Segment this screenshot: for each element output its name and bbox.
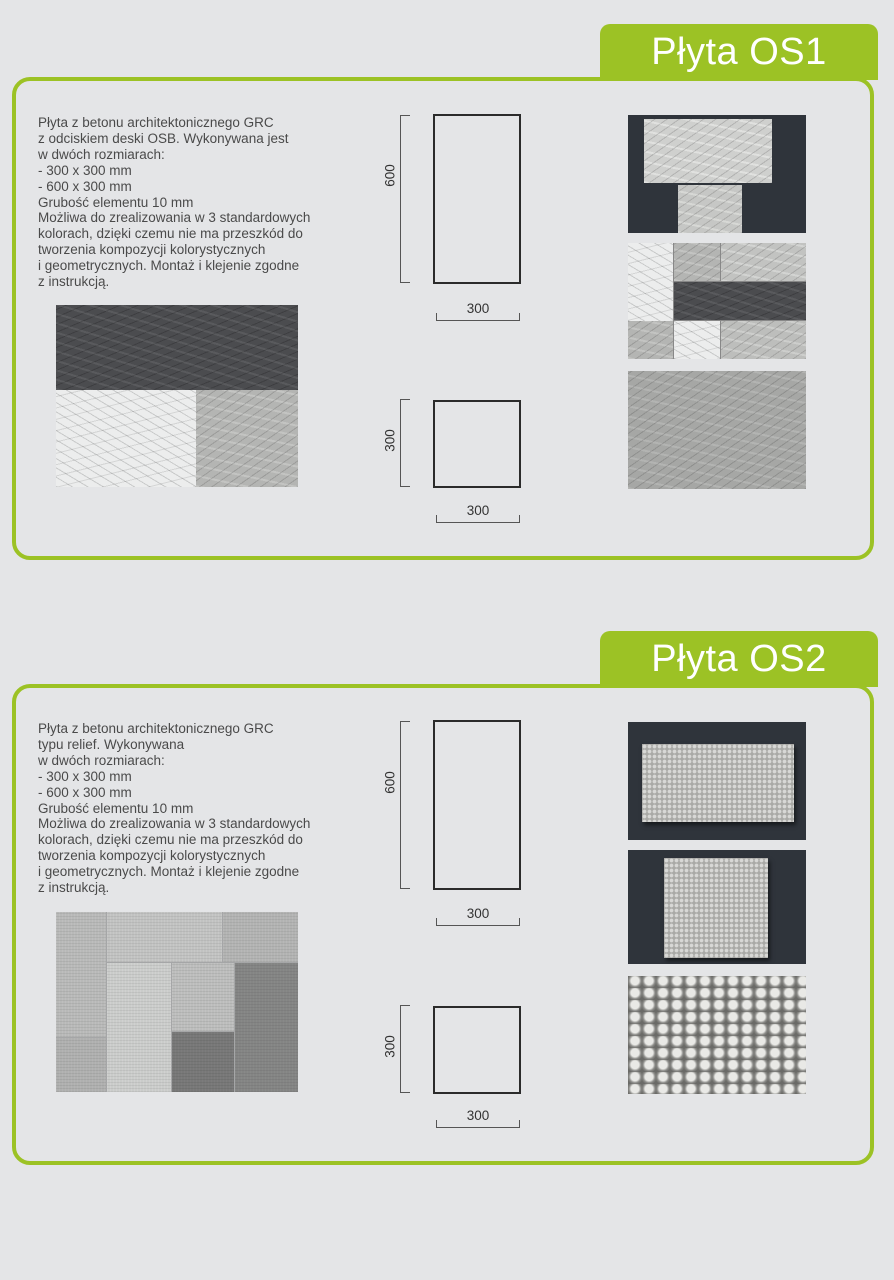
dimension-label-height: 600 <box>382 771 398 794</box>
dimension-bracket-vertical <box>400 399 410 487</box>
dimension-bracket-vertical <box>400 1005 410 1093</box>
tile-300x300-outline <box>433 1006 521 1094</box>
dimension-label-width: 300 <box>466 503 490 518</box>
dimension-label-width: 300 <box>466 906 490 921</box>
dimension-label-height: 300 <box>382 1035 398 1058</box>
dimension-bracket-horizontal <box>436 515 520 523</box>
tile-arrangement-photo <box>628 243 806 359</box>
section-title-os2: Płyta OS2 <box>600 631 878 687</box>
dimension-bracket-horizontal <box>436 313 520 321</box>
relief-small-tile-photo <box>628 850 806 964</box>
dimension-bracket-horizontal <box>436 918 520 926</box>
dimension-label-height: 300 <box>382 429 398 452</box>
relief-panel-composite-photo <box>56 912 298 1092</box>
sample-tiles-photo <box>628 115 806 233</box>
dimension-bracket-horizontal <box>436 1120 520 1128</box>
relief-large-tile-photo <box>628 722 806 840</box>
dimension-bracket-vertical <box>400 721 410 889</box>
tile-600x300-outline <box>433 114 521 284</box>
dimension-label-width: 300 <box>466 1108 490 1123</box>
dimension-label-width: 300 <box>466 301 490 316</box>
tile-600x300-outline <box>433 720 521 890</box>
osb-panel-composite-photo <box>56 305 298 487</box>
section-title-os1: Płyta OS1 <box>600 24 878 80</box>
tile-300x300-outline <box>433 400 521 488</box>
dimension-bracket-vertical <box>400 115 410 283</box>
dimension-label-height: 600 <box>382 164 398 187</box>
relief-texture-closeup-photo <box>628 976 806 1094</box>
product-description-os1: Płyta z betonu architektonicznego GRC z odciskiem deski OSB. Wykonywana jest w dwóch rozmiarach: - 300 x 300 mm - 600 x 300 mm Grubość elementu 10 mm Możliwa do zrealizowania w 3 standardowych kolorach, dzięki czemu nie ma przeszkód do tworzenia kompozycji kolorystycznych i geometrycznych. Montaż i klejenie zgodne z instrukcją. <box>38 115 311 290</box>
texture-closeup-photo <box>628 371 806 489</box>
product-description-os2: Płyta z betonu architektonicznego GRC typu relief. Wykonywana w dwóch rozmiarach: - 300 x 300 mm - 600 x 300 mm Grubość elementu 10 mm Możliwa do zrealizowania w 3 standardowych kolorach, dzięki czemu nie ma przeszkód do tworzenia kompozycji kolorystycznych i geometrycznych. Montaż i klejenie zgodne z instrukcją. <box>38 721 311 896</box>
